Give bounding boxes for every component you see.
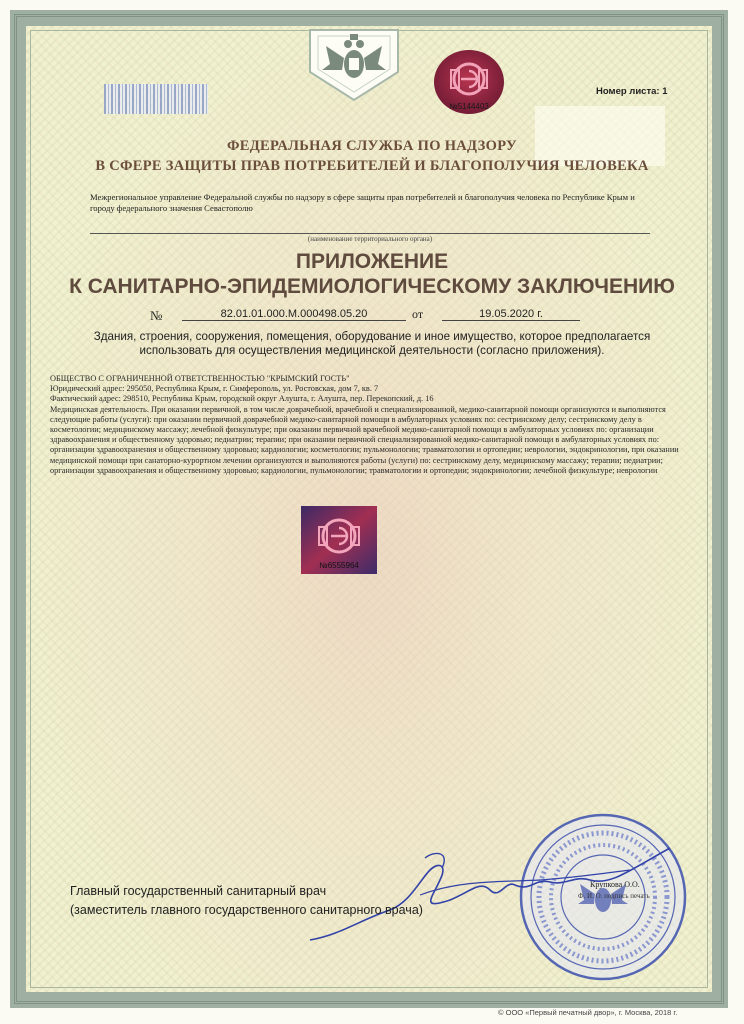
- signature-subtitle: (заместитель главного государственного санитарного врача): [70, 903, 423, 917]
- signature-title: Главный государственный санитарный врач: [70, 884, 327, 898]
- state-emblem-icon: [298, 24, 410, 104]
- activity-description: Медицинская деятельность. При оказании первичной, в том числе доврачебной, врачебной и специализированной, медико-санитарной помощи организуются и выполняются следующие работы (услуги): при оказании первичной доврачебной медико-санитарной помощи в амбулаторных условиях по: сестринскому делу; сестринскому делу в косметологии; медицинскому массажу; лечебной физкультуре; при оказании первичной врачебной медико-санитарной помощи в амбулаторных условиях по: организации здравоохранения и общественному здоровью; педиатрии; терапии; при оказании первичной специализированной медико-санитарной помощи в амбулаторных условиях по: организации здравоохранения и общественному здоровью; кардиологии; косметологии; пульмонологии; травматологии и ортопедии; неврологии, эндокринологии, при оказании медицинской помощи при санаторно-курортном лечении организуются и выполняются работы (услуги) по: сестринскому делу, медицинскому массажу; терапии; педиатрии; организации здравоохранения и общественному здоровью; кардиологии, пульмонологии; травматологии и ортопедии; эндокринологии; лечебной физкультуре; неврологии: [50, 404, 679, 475]
- date-label: от: [412, 307, 424, 321]
- regional-hint: (наименование территориального органа): [307, 235, 433, 243]
- printer-footer: © ООО «Первый печатный двор», г. Москва, 2018 г.: [498, 1008, 678, 1017]
- signature-block: [70, 882, 423, 920]
- security-barcode: [104, 84, 208, 114]
- document-title: [40, 249, 704, 299]
- legal-address: Юридический адрес: 295050, Республика Крым, г. Симферополь, ул. Ростовская, дом 7, кв. 7: [50, 384, 379, 394]
- actual-address: Фактический адрес: 298510, Республика Крым, городской округ Алушта, г. Алушта, пер. Перекопский, д. 16: [50, 394, 434, 404]
- signatory-hint: Ф. И. О. подпись печать: [578, 892, 650, 900]
- subject-line-1: Здания, строения, сооружения, помещения, оборудование и иное имущество, которое предполагается: [93, 330, 651, 343]
- document-date: 19.05.2020 г.: [442, 308, 580, 321]
- subject-line-2: использовать для осуществления медицинской деятельности (согласно приложения).: [139, 344, 605, 357]
- document-number-line: [150, 308, 610, 324]
- hologram-icon: [433, 49, 505, 115]
- regional-body: Межрегиональное управление Федеральной службы по надзору в сфере защиты прав потребителей и благополучия человека по Республике Крым и городу федерального значения Севастополю: [90, 192, 635, 213]
- title-line-1: ПРИЛОЖЕНИЕ: [295, 250, 449, 273]
- sheet-number: Номер листа: 1: [596, 86, 668, 97]
- agency-line-1: ФЕДЕРАЛЬНАЯ СЛУЖБА ПО НАДЗОРУ: [227, 138, 517, 154]
- number-label: №: [150, 308, 163, 323]
- signatory-name: Крупкова О.О.: [590, 880, 640, 889]
- subject-text: [60, 330, 684, 358]
- hologram-center-icon: [300, 505, 378, 575]
- divider: [90, 233, 650, 234]
- organization-name: ОБЩЕСТВО С ОГРАНИЧЕННОЙ ОТВЕТСТВЕННОСТЬЮ "КРЫМСКИЙ ГОСТЬ": [50, 374, 350, 383]
- body-text: [50, 374, 690, 476]
- title-line-2: К САНИТАРНО-ЭПИДЕМИОЛОГИЧЕСКОМУ ЗАКЛЮЧЕНИЮ: [69, 275, 675, 298]
- agency-name: [60, 136, 684, 176]
- document-number: 82.01.01.000.М.000498.05.20: [182, 308, 406, 321]
- agency-line-2: В СФЕРЕ ЗАЩИТЫ ПРАВ ПОТРЕБИТЕЛЕЙ И БЛАГОПОЛУЧИЯ ЧЕЛОВЕКА: [95, 158, 649, 174]
- hologram-center-serial: №6555964: [319, 561, 359, 570]
- hologram-top-serial: №5144403: [449, 102, 489, 111]
